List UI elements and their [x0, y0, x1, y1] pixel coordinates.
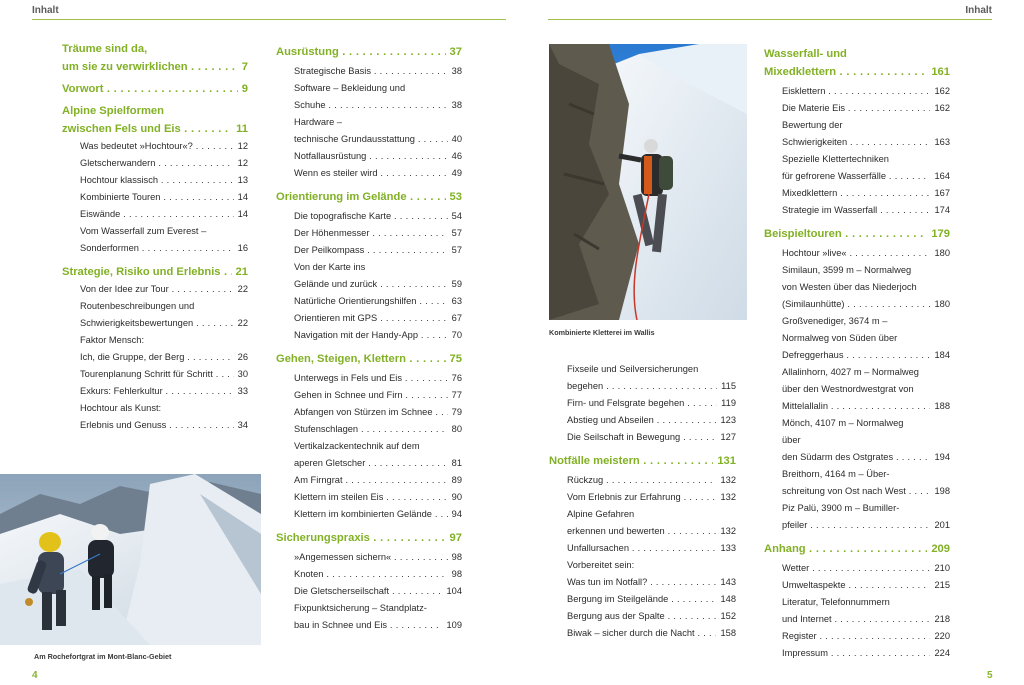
toc-entry [549, 540, 736, 557]
toc-entry [276, 566, 462, 583]
toc-entry [549, 625, 736, 642]
toc-entry-title-line: und Internet . . . [782, 611, 950, 628]
photo-wallis-climbing [549, 44, 747, 320]
toc-page-number: 89 [448, 472, 462, 489]
toc-page-number: 80 [448, 421, 462, 438]
toc-entry-title-line: Ausrüstung . . . [276, 43, 462, 61]
toc-entry [62, 400, 248, 434]
toc-entry-title-line: Defreggerhaus . . . [782, 347, 950, 364]
toc-page-number: 30 [234, 366, 248, 383]
toc-entry [549, 472, 736, 489]
toc-entry-title-line: Klettern im kombinierten Gelände . . . [294, 506, 462, 523]
toc-entry-title-line: Vorwort . . . [62, 80, 248, 98]
toc-entry-title-line: Notfälle meistern . . . [549, 452, 736, 470]
toc-entry-title-line: Unterwegs in Fels und Eis . . . [294, 370, 462, 387]
toc-page-number: 38 [448, 97, 462, 114]
toc-page-number: 76 [448, 370, 462, 387]
toc-entry-title-line: Die Materie Eis . . . [782, 100, 950, 117]
toc-entry-title-line: Eiswände . . . [80, 206, 248, 223]
toc-page-number: 148 [716, 591, 736, 608]
toc-entry [549, 395, 736, 412]
toc-page-number: 33 [234, 383, 248, 400]
toc-page-number: 131 [713, 452, 736, 470]
toc-page-number: 218 [930, 611, 950, 628]
toc-entry [276, 472, 462, 489]
toc-entry-title-line: Bewertung der [782, 120, 843, 130]
toc-entry [764, 245, 950, 262]
toc-entry-title-line: Die Gletscherseilschaft . . . [294, 583, 462, 600]
toc-entry-title-line: schreitung von Ost nach West . . . [782, 483, 950, 500]
toc-entry [549, 608, 736, 625]
toc-entry-title-line: Hochtour »live« . . . [782, 245, 950, 262]
toc-page-number: 22 [234, 315, 248, 332]
toc-entry-title-line: bau in Schnee und Eis . . . [294, 617, 462, 634]
toc-entry-title-line: Tourenplanung Schritt für Schritt . . . [80, 366, 248, 383]
toc-entry [276, 549, 462, 566]
toc-entry-title-line: Die topografische Karte . . . [294, 208, 462, 225]
toc-entry-title-line: Der Höhenmesser . . . [294, 225, 462, 242]
toc-entry-title-line: über [782, 435, 801, 445]
toc-entry [276, 208, 462, 225]
toc-page-number: 11 [232, 120, 248, 138]
toc-entry [62, 223, 248, 257]
toc-entry-title-line: Vom Wasserfall zum Everest – [80, 226, 207, 236]
toc-entry [764, 185, 950, 202]
running-header-left: Inhalt [32, 5, 59, 16]
photo-rochefortgrat [0, 474, 261, 645]
toc-page-number: 143 [716, 574, 736, 591]
toc-entry-title-line: Hochtour klassisch . . . [80, 172, 248, 189]
toc-entry-title-line: begehen . . . [567, 378, 736, 395]
toc-entry-title-line: Hochtour als Kunst: [80, 403, 162, 413]
toc-entry-title-line: Stufenschlagen . . . [294, 421, 462, 438]
toc-page-number: 209 [927, 540, 950, 558]
toc-entry-title-line: Träume sind da, [62, 43, 148, 55]
toc-page-number: 9 [238, 80, 248, 98]
toc-entry-title-line: Abfangen von Stürzen im Schnee . . . [294, 404, 462, 421]
toc-entry-title-line: Von der Karte ins [294, 262, 366, 272]
toc-entry [62, 189, 248, 206]
toc-entry-title-line: Gletscherwandern . . . [80, 155, 248, 172]
toc-page-number: 97 [446, 529, 462, 547]
toc-entry [764, 577, 950, 594]
toc-page-number: 152 [716, 608, 736, 625]
toc-page-number: 194 [930, 449, 950, 466]
toc-entry-title-line: Klettern im steilen Eis . . . [294, 489, 462, 506]
toc-entry-title-line: aperen Gletscher . . . [294, 455, 462, 472]
toc-entry-title-line: Vom Erlebnis zur Erfahrung . . . [567, 489, 736, 506]
running-header-right: Inhalt [965, 5, 992, 16]
toc-page-number: 59 [448, 276, 462, 293]
toc-page-number: 163 [930, 134, 950, 151]
toc-page-number: 90 [448, 489, 462, 506]
toc-entry-title-line: Erlebnis und Genuss . . . [80, 417, 248, 434]
toc-page-number: 13 [234, 172, 248, 189]
toc-chapter [276, 43, 462, 61]
toc-entry [62, 172, 248, 189]
toc-chapter [62, 80, 248, 98]
toc-entry-title-line: Strategie im Wasserfall . . . [782, 202, 950, 219]
toc-entry-title-line: Schuhe . . . [294, 97, 462, 114]
toc-entry-title-line: von Westen über das Niederjoch [782, 282, 917, 292]
toc-entry [549, 489, 736, 506]
toc-page-number: 21 [232, 263, 248, 281]
toc-chapter [276, 529, 462, 547]
toc-chapter [276, 188, 462, 206]
toc-entry-title-line: Schwierigkeiten . . . [782, 134, 950, 151]
toc-entry-title-line: (Similaunhütte) . . . [782, 296, 950, 313]
toc-page-number: 184 [930, 347, 950, 364]
page-number-left: 4 [32, 670, 38, 681]
toc-entry [764, 100, 950, 117]
toc-entry [764, 151, 950, 185]
toc-entry-title-line: Kombinierte Touren . . . [80, 189, 248, 206]
toc-entry-title-line: Am Firngrat . . . [294, 472, 462, 489]
toc-entry [549, 506, 736, 540]
toc-entry [276, 114, 462, 148]
toc-entry [764, 560, 950, 577]
toc-entry-title-line: Sicherungspraxis . . . [276, 529, 462, 547]
toc-entry [764, 313, 950, 364]
toc-entry [276, 370, 462, 387]
toc-entry-title-line: Mönch, 4107 m – Normalweg [782, 418, 904, 428]
toc-entry-title-line: Vertikalzackentechnik auf dem [294, 441, 420, 451]
toc-page-number: 37 [446, 43, 462, 61]
toc-page-number: 98 [448, 566, 462, 583]
toc-page-number: 79 [448, 404, 462, 421]
toc-page-number: 94 [448, 506, 462, 523]
toc-entry-title-line: Allalinhorn, 4027 m – Normalweg [782, 367, 919, 377]
toc-entry-title-line: Alpine Gefahren [567, 509, 635, 519]
toc-entry-title-line: Bergung aus der Spalte . . . [567, 608, 736, 625]
toc-page-number: 180 [930, 296, 950, 313]
toc-entry [276, 583, 462, 600]
toc-page-number: 16 [234, 240, 248, 257]
toc-entry [764, 117, 950, 151]
toc-entry [764, 594, 950, 628]
toc-entry [62, 281, 248, 298]
toc-page-number: 162 [930, 83, 950, 100]
toc-entry-title-line: Rückzug . . . [567, 472, 736, 489]
toc-entry [764, 202, 950, 219]
toc-entry [276, 506, 462, 523]
toc-page-number: 7 [238, 58, 248, 76]
toc-page-number: 46 [448, 148, 462, 165]
toc-page-number: 40 [448, 131, 462, 148]
toc-entry-title-line: Wasserfall- und [764, 48, 847, 60]
toc-page-number: 161 [927, 63, 950, 81]
toc-entry [62, 298, 248, 332]
toc-entry [276, 148, 462, 165]
toc-entry-title-line: Normalweg von Süden über [782, 333, 898, 343]
toc-entry [549, 429, 736, 446]
toc-page-number: 67 [448, 310, 462, 327]
toc-page-number: 53 [446, 188, 462, 206]
toc-entry-title-line: technische Grundausstattung . . . [294, 131, 462, 148]
toc-entry [62, 366, 248, 383]
toc-entry-title-line: Mittelallalin . . . [782, 398, 950, 415]
toc-entry-title-line: Vorbereitet sein: [567, 560, 635, 570]
toc-entry-title-line: Biwak – sicher durch die Nacht . . . [567, 625, 736, 642]
toc-page-number: 162 [930, 100, 950, 117]
toc-entry-title-line: Similaun, 3599 m – Normalweg [782, 265, 912, 275]
toc-page-number: 26 [234, 349, 248, 366]
toc-entry [764, 83, 950, 100]
toc-page-number: 158 [716, 625, 736, 642]
toc-entry [764, 364, 950, 415]
toc-page-number: 198 [930, 483, 950, 500]
toc-entry [62, 155, 248, 172]
toc-entry-title-line: Was tun im Notfall? . . . [567, 574, 736, 591]
toc-entry [276, 63, 462, 80]
toc-entry [549, 361, 736, 395]
toc-entry [764, 645, 950, 662]
toc-entry-title-line: Faktor Mensch: [80, 335, 145, 345]
toc-chapter [62, 263, 248, 281]
toc-entry [62, 383, 248, 400]
toc-entry [276, 310, 462, 327]
toc-entry-title-line: Notfallausrüstung . . . [294, 148, 462, 165]
toc-entry [276, 600, 462, 634]
toc-page-number: 81 [448, 455, 462, 472]
toc-entry [549, 557, 736, 591]
toc-chapter [276, 350, 462, 368]
toc-entry-title-line: Fixpunktsicherung – Standplatz- [294, 603, 427, 613]
toc-chapter [764, 225, 950, 243]
toc-entry [764, 466, 950, 500]
toc-entry-title-line: Orientierung im Gelände . . . [276, 188, 462, 206]
toc-entry-title-line: Firn- und Felsgrate begehen . . . [567, 395, 736, 412]
toc-entry-title-line: Strategie, Risiko und Erlebnis . . . [62, 263, 248, 281]
toc-entry [764, 262, 950, 313]
toc-entry [276, 293, 462, 310]
toc-entry [62, 138, 248, 155]
toc-entry-title-line: Schwierigkeitsbewertungen . . . [80, 315, 248, 332]
toc-entry-title-line: Sonderformen . . . [80, 240, 248, 257]
toc-entry-title-line: Umweltaspekte . . . [782, 577, 950, 594]
toc-entry-title-line: Strategische Basis . . . [294, 63, 462, 80]
toc-page-number: 123 [716, 412, 736, 429]
toc-entry-title-line: Orientieren mit GPS . . . [294, 310, 462, 327]
toc-chapter [549, 452, 736, 470]
toc-entry-title-line: Gehen, Steigen, Klettern . . . [276, 350, 462, 368]
toc-page-number: 180 [930, 245, 950, 262]
toc-page-number: 77 [448, 387, 462, 404]
toc-entry-title-line: Beispieltouren . . . [764, 225, 950, 243]
toc-entry [764, 500, 950, 534]
toc-entry-title-line: Was bedeutet »Hochtour«? . . . [80, 138, 248, 155]
toc-entry-title-line: Ich, die Gruppe, der Berg . . . [80, 349, 248, 366]
toc-page-number: 104 [442, 583, 462, 600]
toc-page-number: 220 [930, 628, 950, 645]
toc-entry-title-line: Mixedklettern . . . [764, 63, 950, 81]
toc-entry-title-line: zwischen Fels und Eis . . . [62, 120, 248, 138]
toc-entry-title-line: Exkurs: Fehlerkultur . . . [80, 383, 248, 400]
toc-entry-title-line: Gehen in Schnee und Firn . . . [294, 387, 462, 404]
toc-page-number: 174 [930, 202, 950, 219]
toc-entry-title-line: den Südarm des Ostgrates . . . [782, 449, 950, 466]
toc-entry [276, 327, 462, 344]
toc-entry [276, 225, 462, 242]
toc-chapter [764, 540, 950, 558]
toc-entry-title-line: Mixedklettern . . . [782, 185, 950, 202]
toc-entry-title-line: für gefrorene Wasserfälle . . . [782, 168, 950, 185]
toc-entry-title-line: Software – Bekleidung und [294, 83, 406, 93]
toc-page-number: 109 [442, 617, 462, 634]
toc-page-number: 167 [930, 185, 950, 202]
toc-entry-title-line: Piz Palü, 3900 m – Bumiller- [782, 503, 900, 513]
toc-page-number: 132 [716, 472, 736, 489]
caption-left-photo: Am Rochefortgrat im Mont-Blanc-Gebiet [34, 652, 172, 661]
toc-page-number: 57 [448, 225, 462, 242]
toc-entry [276, 387, 462, 404]
toc-entry [62, 206, 248, 223]
toc-chapter [764, 45, 950, 81]
toc-entry [549, 591, 736, 608]
toc-entry-title-line: Routenbeschreibungen und [80, 301, 195, 311]
toc-page-number: 63 [448, 293, 462, 310]
toc-column-2 [276, 43, 462, 634]
toc-page-number: 34 [234, 417, 248, 434]
toc-entry-title-line: Impressum . . . [782, 645, 950, 662]
toc-page-number: 70 [448, 327, 462, 344]
toc-entry [764, 415, 950, 466]
toc-entry-title-line: Literatur, Telefonnummern [782, 597, 890, 607]
toc-page-number: 179 [927, 225, 950, 243]
toc-page-number: 14 [234, 206, 248, 223]
toc-entry-title-line: erkennen und bewerten . . . [567, 523, 736, 540]
toc-page-number: 38 [448, 63, 462, 80]
toc-entry-title-line: »Angemessen sichern« . . . [294, 549, 462, 566]
toc-column-1 [62, 40, 248, 434]
toc-entry [276, 259, 462, 293]
toc-page-number: 201 [930, 517, 950, 534]
toc-entry-title-line: Anhang . . . [764, 540, 950, 558]
toc-entry-title-line: Großvenediger, 3674 m – [782, 316, 888, 326]
toc-entry [549, 412, 736, 429]
toc-entry [276, 80, 462, 114]
toc-entry [276, 165, 462, 182]
toc-page-number: 115 [717, 378, 736, 395]
toc-page-number: 188 [930, 398, 950, 415]
toc-entry-title-line: Hardware – [294, 117, 343, 127]
toc-column-4 [764, 45, 950, 662]
toc-entry-title-line: Spezielle Klettertechniken [782, 154, 889, 164]
toc-page-number: 127 [716, 429, 736, 446]
toc-entry-title-line: Der Peilkompass . . . [294, 242, 462, 259]
toc-entry-title-line: Unfallursachen . . . [567, 540, 736, 557]
toc-entry-title-line: Knoten . . . [294, 566, 462, 583]
toc-page-number: 164 [930, 168, 950, 185]
toc-entry-title-line: Register . . . [782, 628, 950, 645]
toc-entry [276, 404, 462, 421]
toc-page-number: 57 [448, 242, 462, 259]
page-number-right: 5 [987, 670, 993, 681]
toc-page-number: 132 [716, 489, 736, 506]
toc-page-number: 54 [448, 208, 462, 225]
toc-entry [62, 332, 248, 366]
toc-entry-title-line: Bergung im Steilgelände . . . [567, 591, 736, 608]
toc-entry-title-line: um sie zu verwirklichen . . . [62, 58, 248, 76]
caption-right-photo: Kombinierte Kletterei im Wallis [549, 328, 655, 337]
toc-entry-title-line: Breithorn, 4164 m – Über- [782, 469, 890, 479]
toc-entry [764, 628, 950, 645]
toc-entry-title-line: Die Seilschaft in Bewegung . . . [567, 429, 736, 446]
toc-page-number: 22 [234, 281, 248, 298]
header-rule-right [548, 19, 992, 20]
toc-chapter [62, 102, 248, 138]
toc-entry-title-line: Navigation mit der Handy-App . . . [294, 327, 462, 344]
toc-entry [276, 421, 462, 438]
toc-page-number: 210 [930, 560, 950, 577]
toc-entry-title-line: Natürliche Orientierungshilfen . . . [294, 293, 462, 310]
toc-page-number: 12 [234, 138, 248, 155]
toc-entry-title-line: Von der Idee zur Tour . . . [80, 281, 248, 298]
header-rule-left [32, 19, 506, 20]
toc-entry-title-line: pfeiler . . . [782, 517, 950, 534]
toc-page-number: 75 [446, 350, 462, 368]
toc-entry [276, 242, 462, 259]
toc-page-number: 49 [448, 165, 462, 182]
toc-entry [276, 438, 462, 472]
toc-entry-title-line: Fixseile und Seilversicherungen [567, 364, 699, 374]
toc-entry-title-line: Wetter . . . [782, 560, 950, 577]
toc-entry-title-line: Abstieg und Abseilen . . . [567, 412, 736, 429]
toc-chapter [62, 40, 248, 76]
toc-page-number: 14 [234, 189, 248, 206]
toc-column-3 [549, 361, 736, 642]
toc-page-number: 12 [234, 155, 248, 172]
toc-page-number: 215 [930, 577, 950, 594]
toc-entry-title-line: Gelände und zurück . . . [294, 276, 462, 293]
toc-entry-title-line: Alpine Spielformen [62, 105, 164, 117]
toc-entry-title-line: Wenn es steiler wird . . . [294, 165, 462, 182]
toc-page-number: 132 [716, 523, 736, 540]
toc-page-number: 133 [716, 540, 736, 557]
toc-entry-title-line: über den Westnordwestgrat von [782, 384, 914, 394]
toc-entry-title-line: Eisklettern . . . [782, 83, 950, 100]
toc-entry [276, 489, 462, 506]
toc-page-number: 98 [448, 549, 462, 566]
toc-page-number: 119 [717, 395, 736, 412]
toc-page-number: 224 [930, 645, 950, 662]
